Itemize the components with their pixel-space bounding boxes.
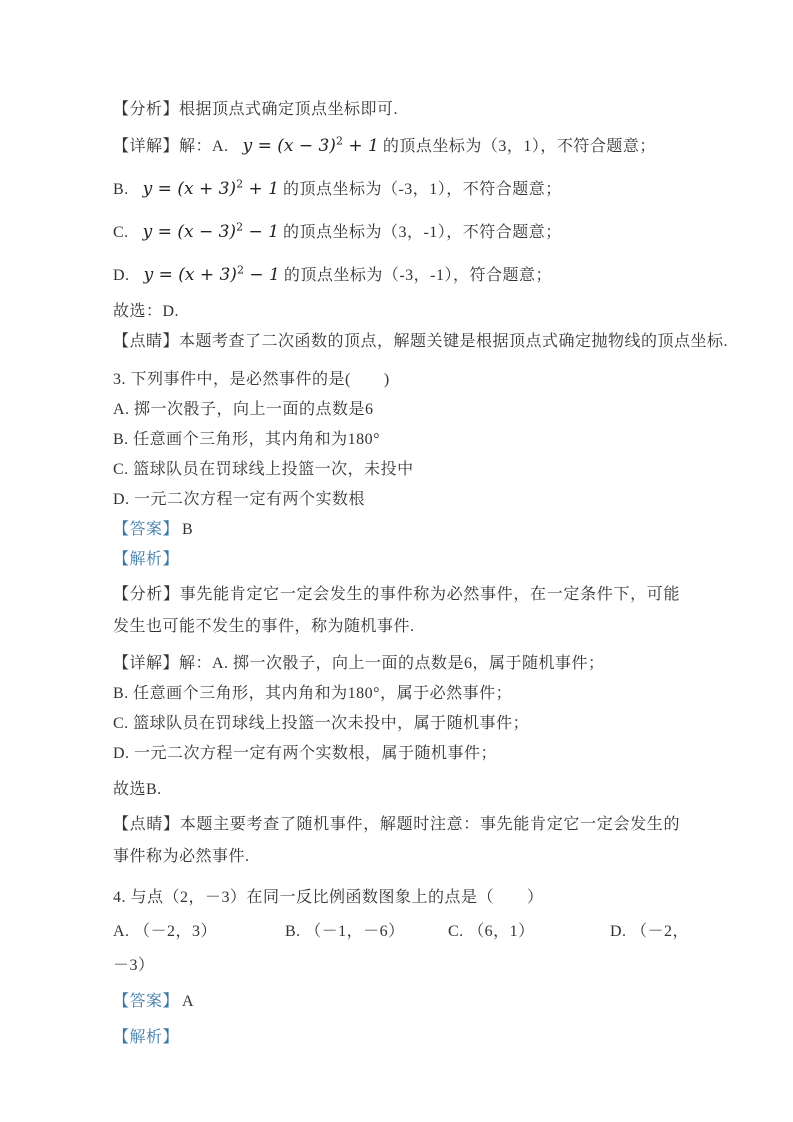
q3-detail-c: C. 篮球队员在罚球线上投篮一次未投中，属于随机事件； (113, 715, 530, 732)
q2-formula-c-body: y = (x − 3) (142, 222, 237, 242)
q2-formula-a-tail: + 1 (342, 136, 379, 156)
q2-formula-b-body: y = (x + 3) (142, 179, 237, 199)
q2-detail-option-d (113, 254, 793, 297)
q2-detail-option-a (113, 125, 793, 168)
q3-comment: 【点睛】本题主要考查了随机事件，解题时注意：事先能肯定它一定会发生的事件称为必然事件. (113, 816, 680, 865)
q2-formula-c-exponent: 2 (236, 220, 244, 234)
q4-option-d-wrap: －3） (113, 957, 155, 974)
q2-comment: 【点睛】本题考查了二次函数的顶点，解题关键是根据顶点式确定抛物线的顶点坐标. (113, 333, 729, 350)
q4-option-c: C. （6，1） (448, 923, 535, 940)
q2-detail-d-text: 的顶点坐标为（-3，-1），符合题意； (283, 267, 552, 284)
q2-conclusion: 故选：D. (113, 303, 180, 320)
q3-option-c: C. 篮球队员在罚球线上投篮一次，未投中 (113, 461, 414, 478)
q2-detail-a-text: 的顶点坐标为（3，1），不符合题意； (382, 138, 656, 155)
q2-formula-d-body: y = (x + 3) (143, 265, 237, 285)
q2-detail-d-prefix: D. (113, 267, 130, 284)
q3-option-d: D. 一元二次方程一定有两个实数根 (113, 491, 366, 508)
q4-answer-value: A (182, 993, 195, 1010)
q2-detail-option-b (113, 168, 793, 211)
q4-stem: 4. 与点（2，－3）在同一反比例函数图象上的点是（ ） (113, 889, 544, 906)
q2-formula-a-exponent: 2 (335, 134, 343, 148)
q4-answer-line (113, 987, 793, 1017)
q3-conclusion: 故选B. (113, 781, 162, 798)
q3-option-a: A. 掷一次骰子，向上一面的点数是6 (113, 401, 374, 418)
q3-answer-label: 【答案】 (113, 521, 180, 538)
q4-analysis-label (113, 1023, 793, 1053)
q2-detail-c-prefix: C. (113, 224, 129, 241)
q3-detail-b: B. 任意画个三角形，其内角和为180°，属于必然事件； (113, 685, 513, 702)
q3-analysis-label-text: 【解析】 (113, 551, 180, 568)
q3-stem: 3. 下列事件中，是必然事件的是( ) (113, 371, 390, 388)
q2-formula-d-tail: − 1 (243, 265, 280, 285)
q2-formula-c-tail: − 1 (243, 222, 279, 242)
q2-formula-b-exponent: 2 (236, 177, 244, 191)
q2-detail-option-c (113, 211, 793, 254)
q3-answer-line (113, 515, 793, 545)
q3-analysis-label (113, 545, 793, 575)
q2-detail-c-text: 的顶点坐标为（3，-1），不符合题意； (282, 224, 562, 241)
q2-formula-d-exponent: 2 (236, 263, 244, 277)
q2-formula-c (143, 222, 279, 242)
q4-options-row (113, 917, 690, 947)
q2-formula-a-body: y = (x − 3) (242, 136, 336, 156)
q2-formula-a (243, 136, 379, 156)
q2-detail-b-prefix: B. (113, 181, 129, 198)
document-page (113, 0, 793, 1053)
q4-option-d: D. （－2， (610, 923, 690, 940)
q2-analysis: 【分析】根据顶点式确定顶点坐标即可. (113, 101, 399, 118)
q2-detail-a-prefix: 【详解】解：A. (113, 138, 229, 155)
q4-option-b: B. （－1，－6） (285, 923, 405, 940)
q2-formula-b (143, 179, 279, 199)
q4-option-a: A. （－2，3） (113, 923, 218, 940)
q3-detail-a: 【详解】解：A. 掷一次骰子，向上一面的点数是6，属于随机事件； (113, 655, 605, 672)
q4-analysis-label-text: 【解析】 (113, 1029, 180, 1046)
q3-option-b: B. 任意画个三角形，其内角和为180° (113, 431, 381, 448)
q2-detail-b-text: 的顶点坐标为（-3，1），不符合题意； (282, 181, 562, 198)
q4-answer-label: 【答案】 (113, 993, 180, 1010)
q3-analysis: 【分析】事先能肯定它一定会发生的事件称为必然事件，在一定条件下，可能发生也可能不发生的事件，称为随机事件. (113, 586, 680, 635)
q2-formula-b-tail: + 1 (243, 179, 279, 199)
q3-answer-value: B (182, 521, 194, 538)
q2-formula-d (144, 265, 280, 285)
q3-detail-d: D. 一元二次方程一定有两个实数根，属于随机事件； (113, 745, 498, 762)
